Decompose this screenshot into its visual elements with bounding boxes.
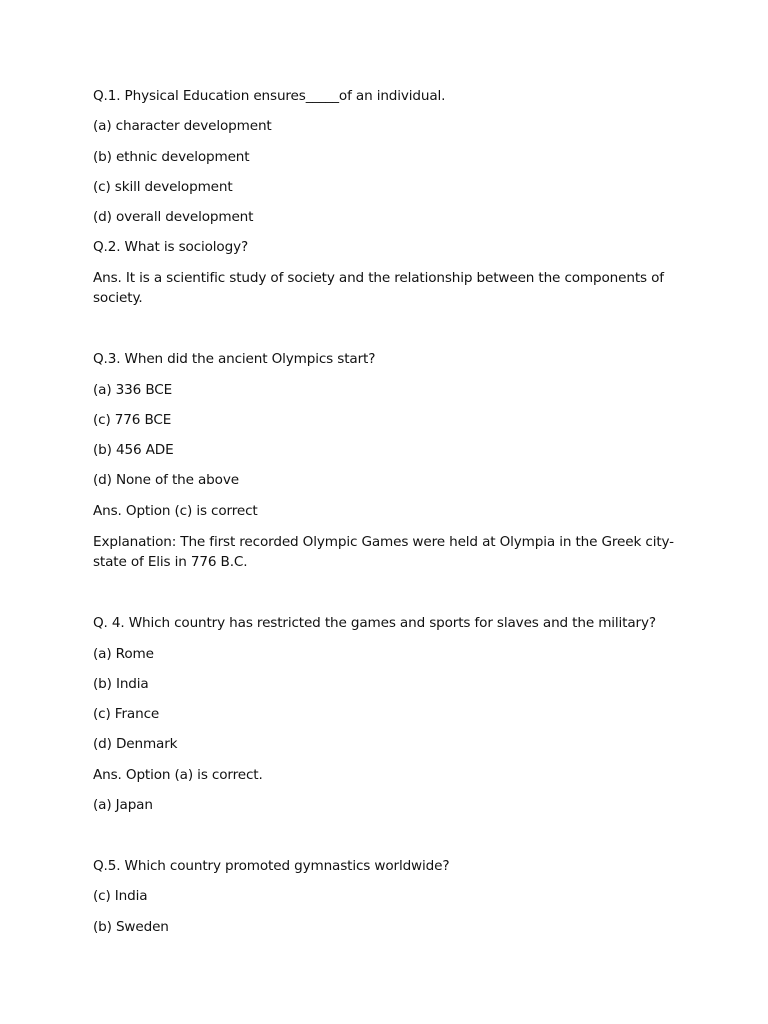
- q1-option-a: (a) character development: [93, 118, 272, 134]
- q4-answer: Ans. Option (a) is correct.: [93, 767, 263, 783]
- q4-option-d: (d) Denmark: [93, 736, 178, 752]
- q2-answer: Ans. It is a scientific study of society and the relationship between the components of society.: [93, 270, 664, 306]
- question-2: Q.2. What is sociology?: [93, 239, 249, 255]
- q3-option-2: (c) 776 BCE: [93, 412, 172, 428]
- q3-option-4: (d) None of the above: [93, 472, 239, 488]
- q4-option-a: (a) Rome: [93, 646, 154, 662]
- q5-option-1: (c) India: [93, 888, 148, 904]
- q3-option-3: (b) 456 ADE: [93, 442, 174, 458]
- question-1: Q.1. Physical Education ensures_____of an individual.: [93, 88, 446, 104]
- q1-option-b: (b) ethnic development: [93, 149, 250, 165]
- q4-option-b: (b) India: [93, 676, 149, 692]
- question-5: Q.5. Which country promoted gymnastics worldwide?: [93, 858, 450, 874]
- q1-option-d: (d) overall development: [93, 209, 254, 225]
- q3-option-1: (a) 336 BCE: [93, 382, 173, 398]
- question-4: Q. 4. Which country has restricted the games and sports for slaves and the military?: [93, 615, 656, 631]
- q5-option-2: (b) Sweden: [93, 919, 169, 935]
- q1-option-c: (c) skill development: [93, 179, 233, 195]
- question-3: Q.3. When did the ancient Olympics start?: [93, 351, 376, 367]
- q3-answer: Ans. Option (c) is correct: [93, 503, 258, 519]
- q4-option-c: (c) France: [93, 706, 160, 722]
- q4-extra-option: (a) Japan: [93, 797, 153, 813]
- q3-explanation: Explanation: The first recorded Olympic Games were held at Olympia in the Greek city-state of Elis in 776 B.C.: [93, 534, 674, 570]
